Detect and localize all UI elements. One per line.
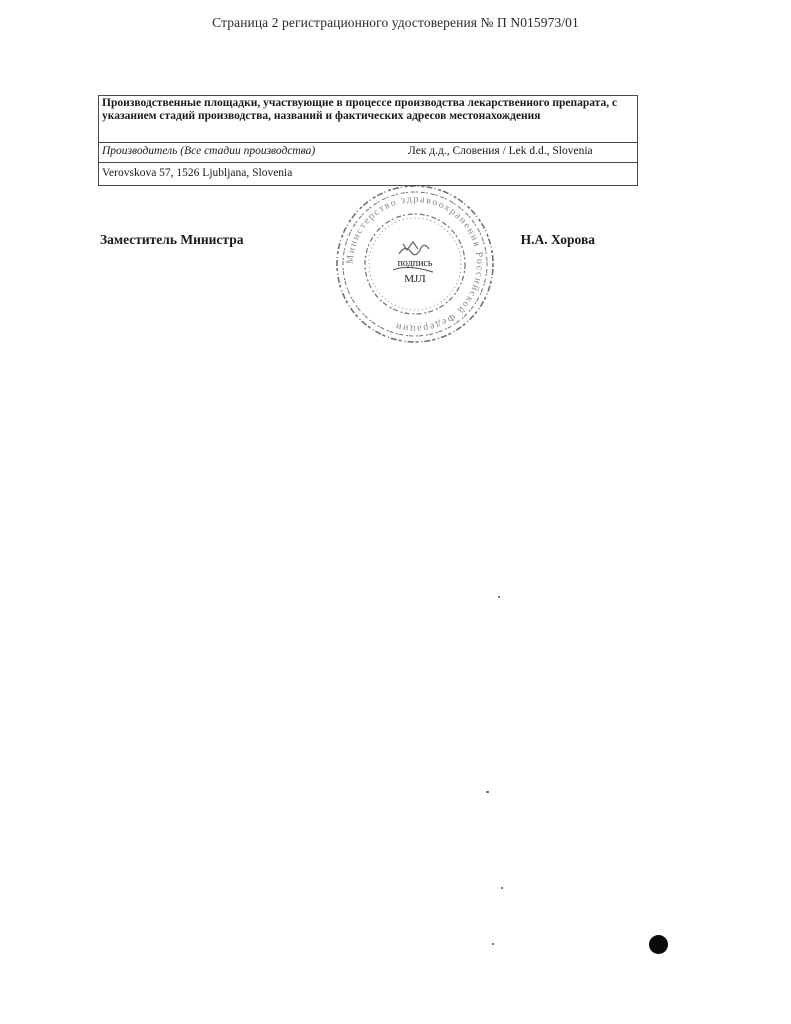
seal-center-text: подпись [397,258,433,269]
manufacturer-cell [99,143,638,163]
official-seal-stamp [333,182,497,346]
seal-ring-text: Министерство здравоохранения Российской Федерации [344,193,486,335]
table-header-cell: Производственные площадки, участвующие в процессе производства лекарственного препарата, с указанием стадий производства, названий и фактических адресов местонахождения [99,96,638,143]
table-header-row [99,96,638,143]
manufacturer-row [99,143,638,163]
manufacturer-name: Лек д.д., Словения / Lek d.d., Slovenia [408,145,593,157]
scan-speck [498,596,500,598]
scan-speck [486,791,489,793]
manufacturer-role: Производитель (Все стадии производства) [102,145,316,157]
signatory-title: Заместитель Министра [100,232,244,247]
punch-hole-mark [649,935,668,954]
signatory-name: Н.А. Хорова [520,232,595,247]
seal-bottom-text: МЈЛ [404,273,426,285]
address-cell: Verovskova 57, 1526 Ljubljana, Slovenia [99,163,638,186]
page-header: Страница 2 регистрационного удостоверения № П N015973/01 [212,15,579,30]
scan-speck [492,943,494,945]
production-sites-table [98,95,638,186]
scan-speck [501,887,503,889]
